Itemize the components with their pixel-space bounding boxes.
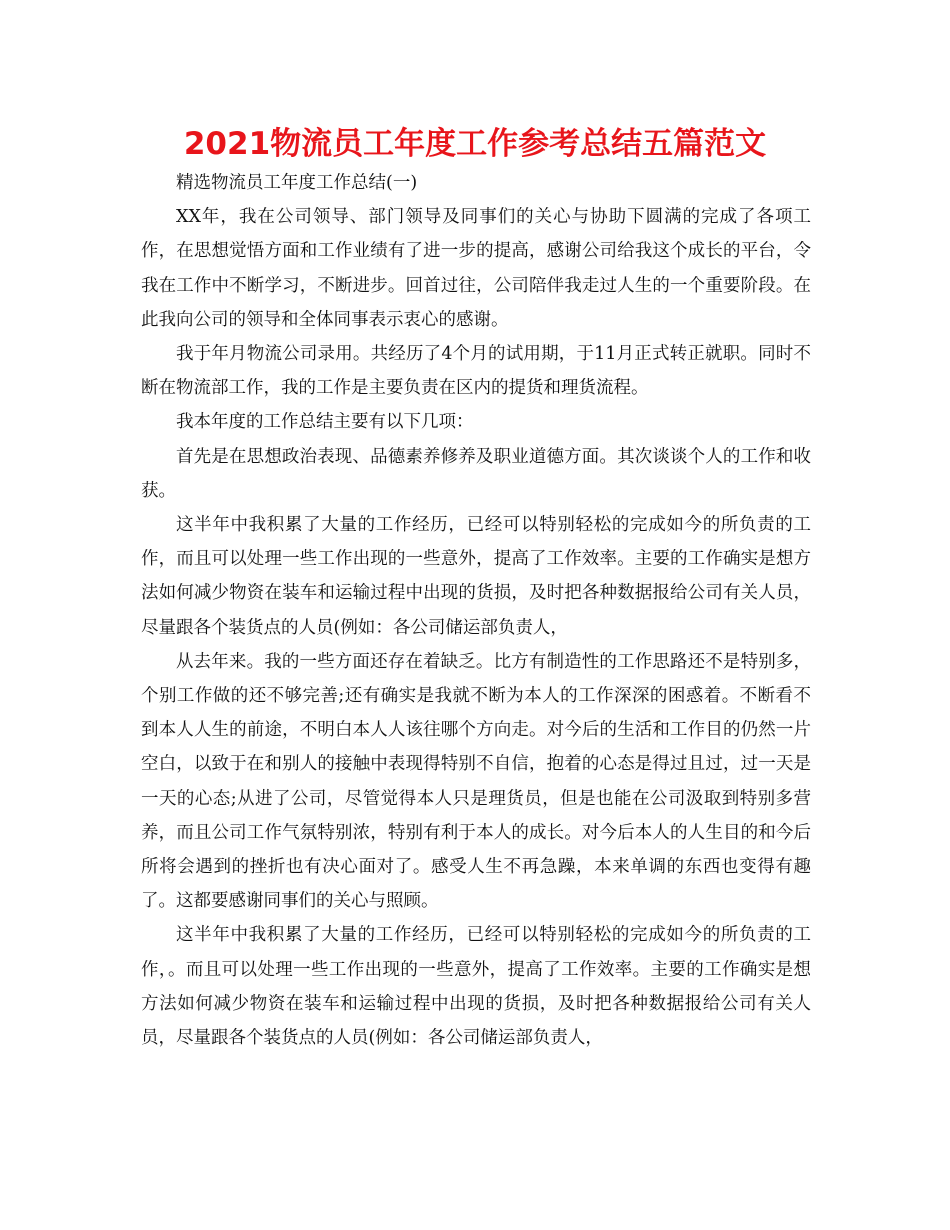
paragraph-hiring: 我于年月物流公司录用。共经历了4个月的试用期，于11月正式转正就职。同时不断在物流部工作，我的工作是主要负责在区内的提货和理货流程。	[141, 344, 811, 399]
paragraph-experience-repeat: 这半年中我积累了大量的工作经历，已经可以特别轻松的完成如今的所负责的工作，。而且可以处理一些工作出现的一些意外，提高了工作效率。主要的工作确实是想方法如何减少物资在装车和运输过程中出现的货损，及时把各种数据报给公司有关人员，尽量跟各个装货点的人员(例如：各公司储运部负责人，	[141, 925, 811, 1049]
paragraph-intro: XX年，我在公司领导、部门领导及同事们的关心与协助下圆满的完成了各项工作，在思想觉悟方面和工作业绩有了进一步的提高，感谢公司给我这个成长的平台，令我在工作中不断学习，不断进步。回首过往，公司陪伴我走过人生的一个重要阶段。在此我向公司的领导和全体同事表示衷心的感谢。	[141, 207, 811, 330]
section-subtitle: 精选物流员工年度工作总结(一)	[176, 173, 418, 193]
paragraph-experience: 这半年中我积累了大量的工作经历，已经可以特别轻松的完成如今的所负责的工作，而且可以处理一些工作出现的一些意外，提高了工作效率。主要的工作确实是想方法如何减少物资在装车和运输过程中出现的货损，及时把各种数据报给公司有关人员，尽量跟各个装货点的人员(例如：各公司储运部负责人，	[141, 515, 811, 638]
document-body	[141, 166, 811, 1055]
paragraph-shortcomings: 从去年来。我的一些方面还存在着缺乏。比方有制造性的工作思路还不是特别多，个别工作做的还不够完善;还有确实是我就不断为本人的工作深深的困惑着。不断看不到本人人生的前途，不明白本人人该往哪个方向走。对今后的生活和工作目的仍然一片空白，以致于在和别人的接触中表现得特别不自信，抱着的心态是得过且过，过一天是一天的心态;从进了公司，尽管觉得本人只是理货员，但是也能在公司汲取到特别多营养，而且公司工作气氛特别浓，特别有利于本人的成长。对今后本人的人生目的和今后所将会遇到的挫折也有决心面对了。感受人生不再急躁，本来单调的东西也变得有趣了。这都要感谢同事们的关心与照顾。	[141, 651, 811, 912]
document-title: 2021物流员工年度工作参考总结五篇范文	[183, 126, 767, 162]
paragraph-summary-lead: 我本年度的工作总结主要有以下几项：	[176, 412, 474, 433]
paragraph-first: 首先是在思想政治表现、品德素养修养及职业道德方面。其次谈谈个人的工作和收获。	[141, 446, 811, 501]
